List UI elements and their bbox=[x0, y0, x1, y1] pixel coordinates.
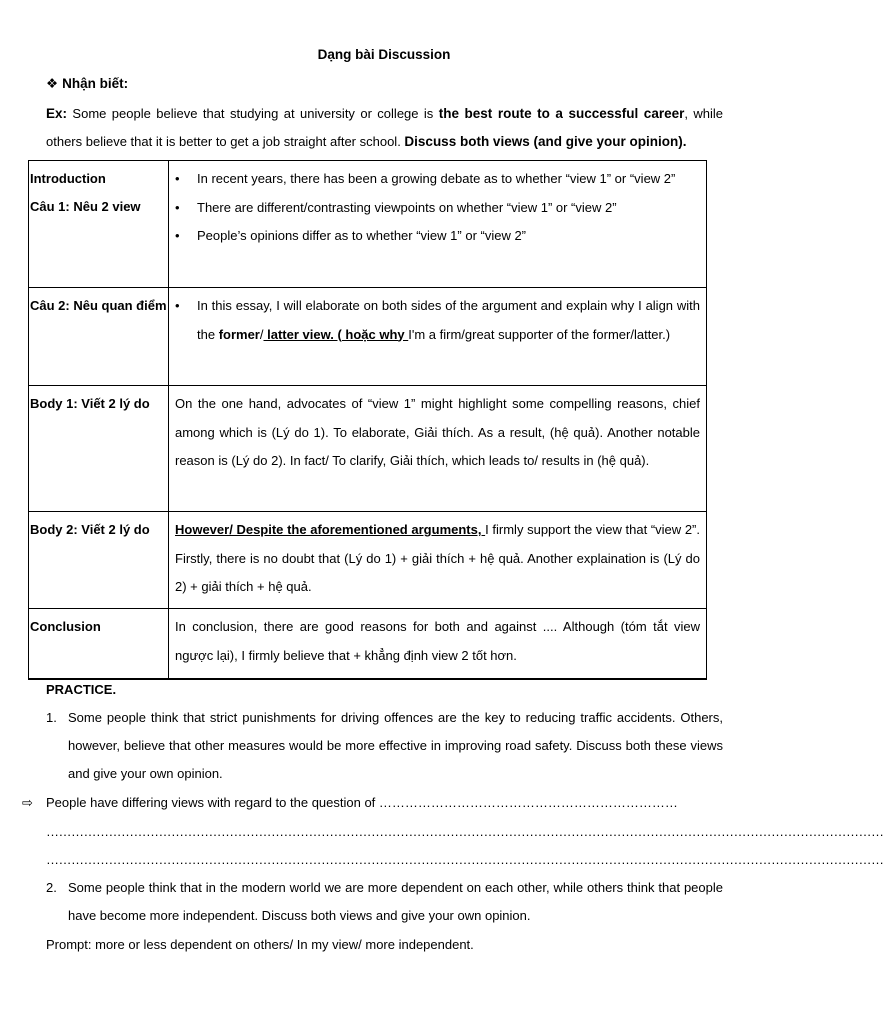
row-cau2 bbox=[29, 288, 707, 386]
answer-blank-line-2: ………………………………………………………………………………………………………………………………………………………………………………… bbox=[46, 852, 884, 867]
intro-bullet-3: • People’s opinions differ as to whether “view 1” or “view 2” bbox=[175, 222, 700, 251]
question-1-number: 1. bbox=[46, 710, 57, 725]
row-body1 bbox=[29, 386, 707, 512]
content-body2 bbox=[169, 512, 707, 609]
row-introduction bbox=[29, 161, 707, 288]
answer-blank-line-1: ………………………………………………………………………………………………………………………………………………………………………………… bbox=[46, 824, 884, 839]
label-introduction-line2: Câu 1: Nêu 2 view bbox=[30, 199, 141, 214]
question-1-text: Some people think that strict punishments for driving offences are the key to reducing traffic accidents. Others, however, believe that other measures would be more effective in improving road safety. Discuss both these views and give your own opinion. bbox=[68, 710, 723, 781]
label-cau2 bbox=[29, 288, 169, 386]
content-cau2 bbox=[169, 288, 707, 386]
row-body2 bbox=[29, 512, 707, 609]
label-body2: Body 2: Viết 2 lý do bbox=[29, 512, 169, 609]
content-conclusion: In conclusion, there are good reasons for both and against .... Although (tóm tắt view ngược lại), I firmly believe that + khẳng định view 2 tốt hơn. bbox=[169, 609, 707, 679]
recognition-label: Nhận biết: bbox=[62, 76, 129, 91]
recognition-heading bbox=[46, 76, 128, 92]
diamond-bullet-icon: ❖ bbox=[46, 76, 59, 91]
label-cau2-text: Câu 2: Nêu quan điểm bbox=[30, 298, 167, 313]
example-paragraph bbox=[46, 100, 723, 156]
practice-question-2 bbox=[46, 874, 723, 930]
question-2-text: Some people think that in the modern world we are more dependent on each other, while others think that people have become more independent. Discuss both views and give your own opinion. bbox=[68, 880, 723, 923]
cau2-bold-underlined: latter view. ( hoặc why bbox=[263, 326, 409, 342]
label-introduction bbox=[29, 161, 169, 288]
cau2-bold-former: former bbox=[218, 326, 260, 342]
example-bold-1: the best route to a successful career bbox=[438, 106, 685, 121]
label-body1: Body 1: Viết 2 lý do bbox=[29, 386, 169, 512]
content-body1: On the one hand, advocates of “view 1” might highlight some compelling reasons, chief among which is (Lý do 1). To elaborate, Giải thích. As a result, (hệ quả). Another notable reason is (Lý do 2). In fact/ To clarify, Giải thích, which leads to/ results in (hệ quả). bbox=[169, 386, 707, 512]
row-conclusion bbox=[29, 609, 707, 679]
practice-question-1 bbox=[46, 704, 723, 788]
cau2-text-a: In this essay, I will elaborate on both sides of the argument and explain why I align with the bbox=[197, 298, 700, 342]
example-label: Ex: bbox=[46, 106, 68, 121]
question-2-number: 2. bbox=[46, 880, 57, 895]
body2-bold-underlined: However/ Despite the aforementioned arguments, bbox=[175, 522, 486, 537]
page-title: Dạng bài Discussion bbox=[317, 47, 451, 62]
cau2-text-c: I'm a firm/great supporter of the former/latter.) bbox=[408, 326, 671, 342]
content-introduction bbox=[169, 161, 707, 288]
example-bold-2: Discuss both views (and give your opinion). bbox=[404, 134, 687, 149]
body2-text: I firmly support the view that “view 2”. Firstly, there is no doubt that (Lý do 1) + giải thích + hệ quả. Another explaination is (Lý do 2) + giải thích + hệ quả. bbox=[175, 522, 700, 594]
example-text-1: Some people believe that studying at university or college is bbox=[67, 106, 439, 121]
label-introduction-line1: Introduction bbox=[30, 171, 106, 186]
example-text-2: , while others believe that it is better to get a job straight after school. bbox=[46, 106, 724, 149]
prompt-line: Prompt: more or less dependent on others/ In my view/ more independent. bbox=[46, 937, 474, 952]
practice-heading: PRACTICE. bbox=[46, 682, 117, 697]
essay-structure-table bbox=[28, 160, 707, 680]
label-conclusion: Conclusion bbox=[29, 609, 169, 679]
arrow-right-icon: ⇨ bbox=[22, 795, 33, 810]
answer-starter-text: People have differing views with regard to the question of …………………………………………………………… bbox=[46, 795, 678, 810]
intro-bullet-2: • There are different/contrasting viewpoints on whether “view 1” or “view 2” bbox=[175, 194, 700, 223]
cau2-bullet bbox=[175, 292, 700, 349]
cau2-text-b: / bbox=[259, 326, 264, 342]
intro-bullet-1: • In recent years, there has been a growing debate as to whether “view 1” or “view 2” bbox=[175, 165, 700, 194]
